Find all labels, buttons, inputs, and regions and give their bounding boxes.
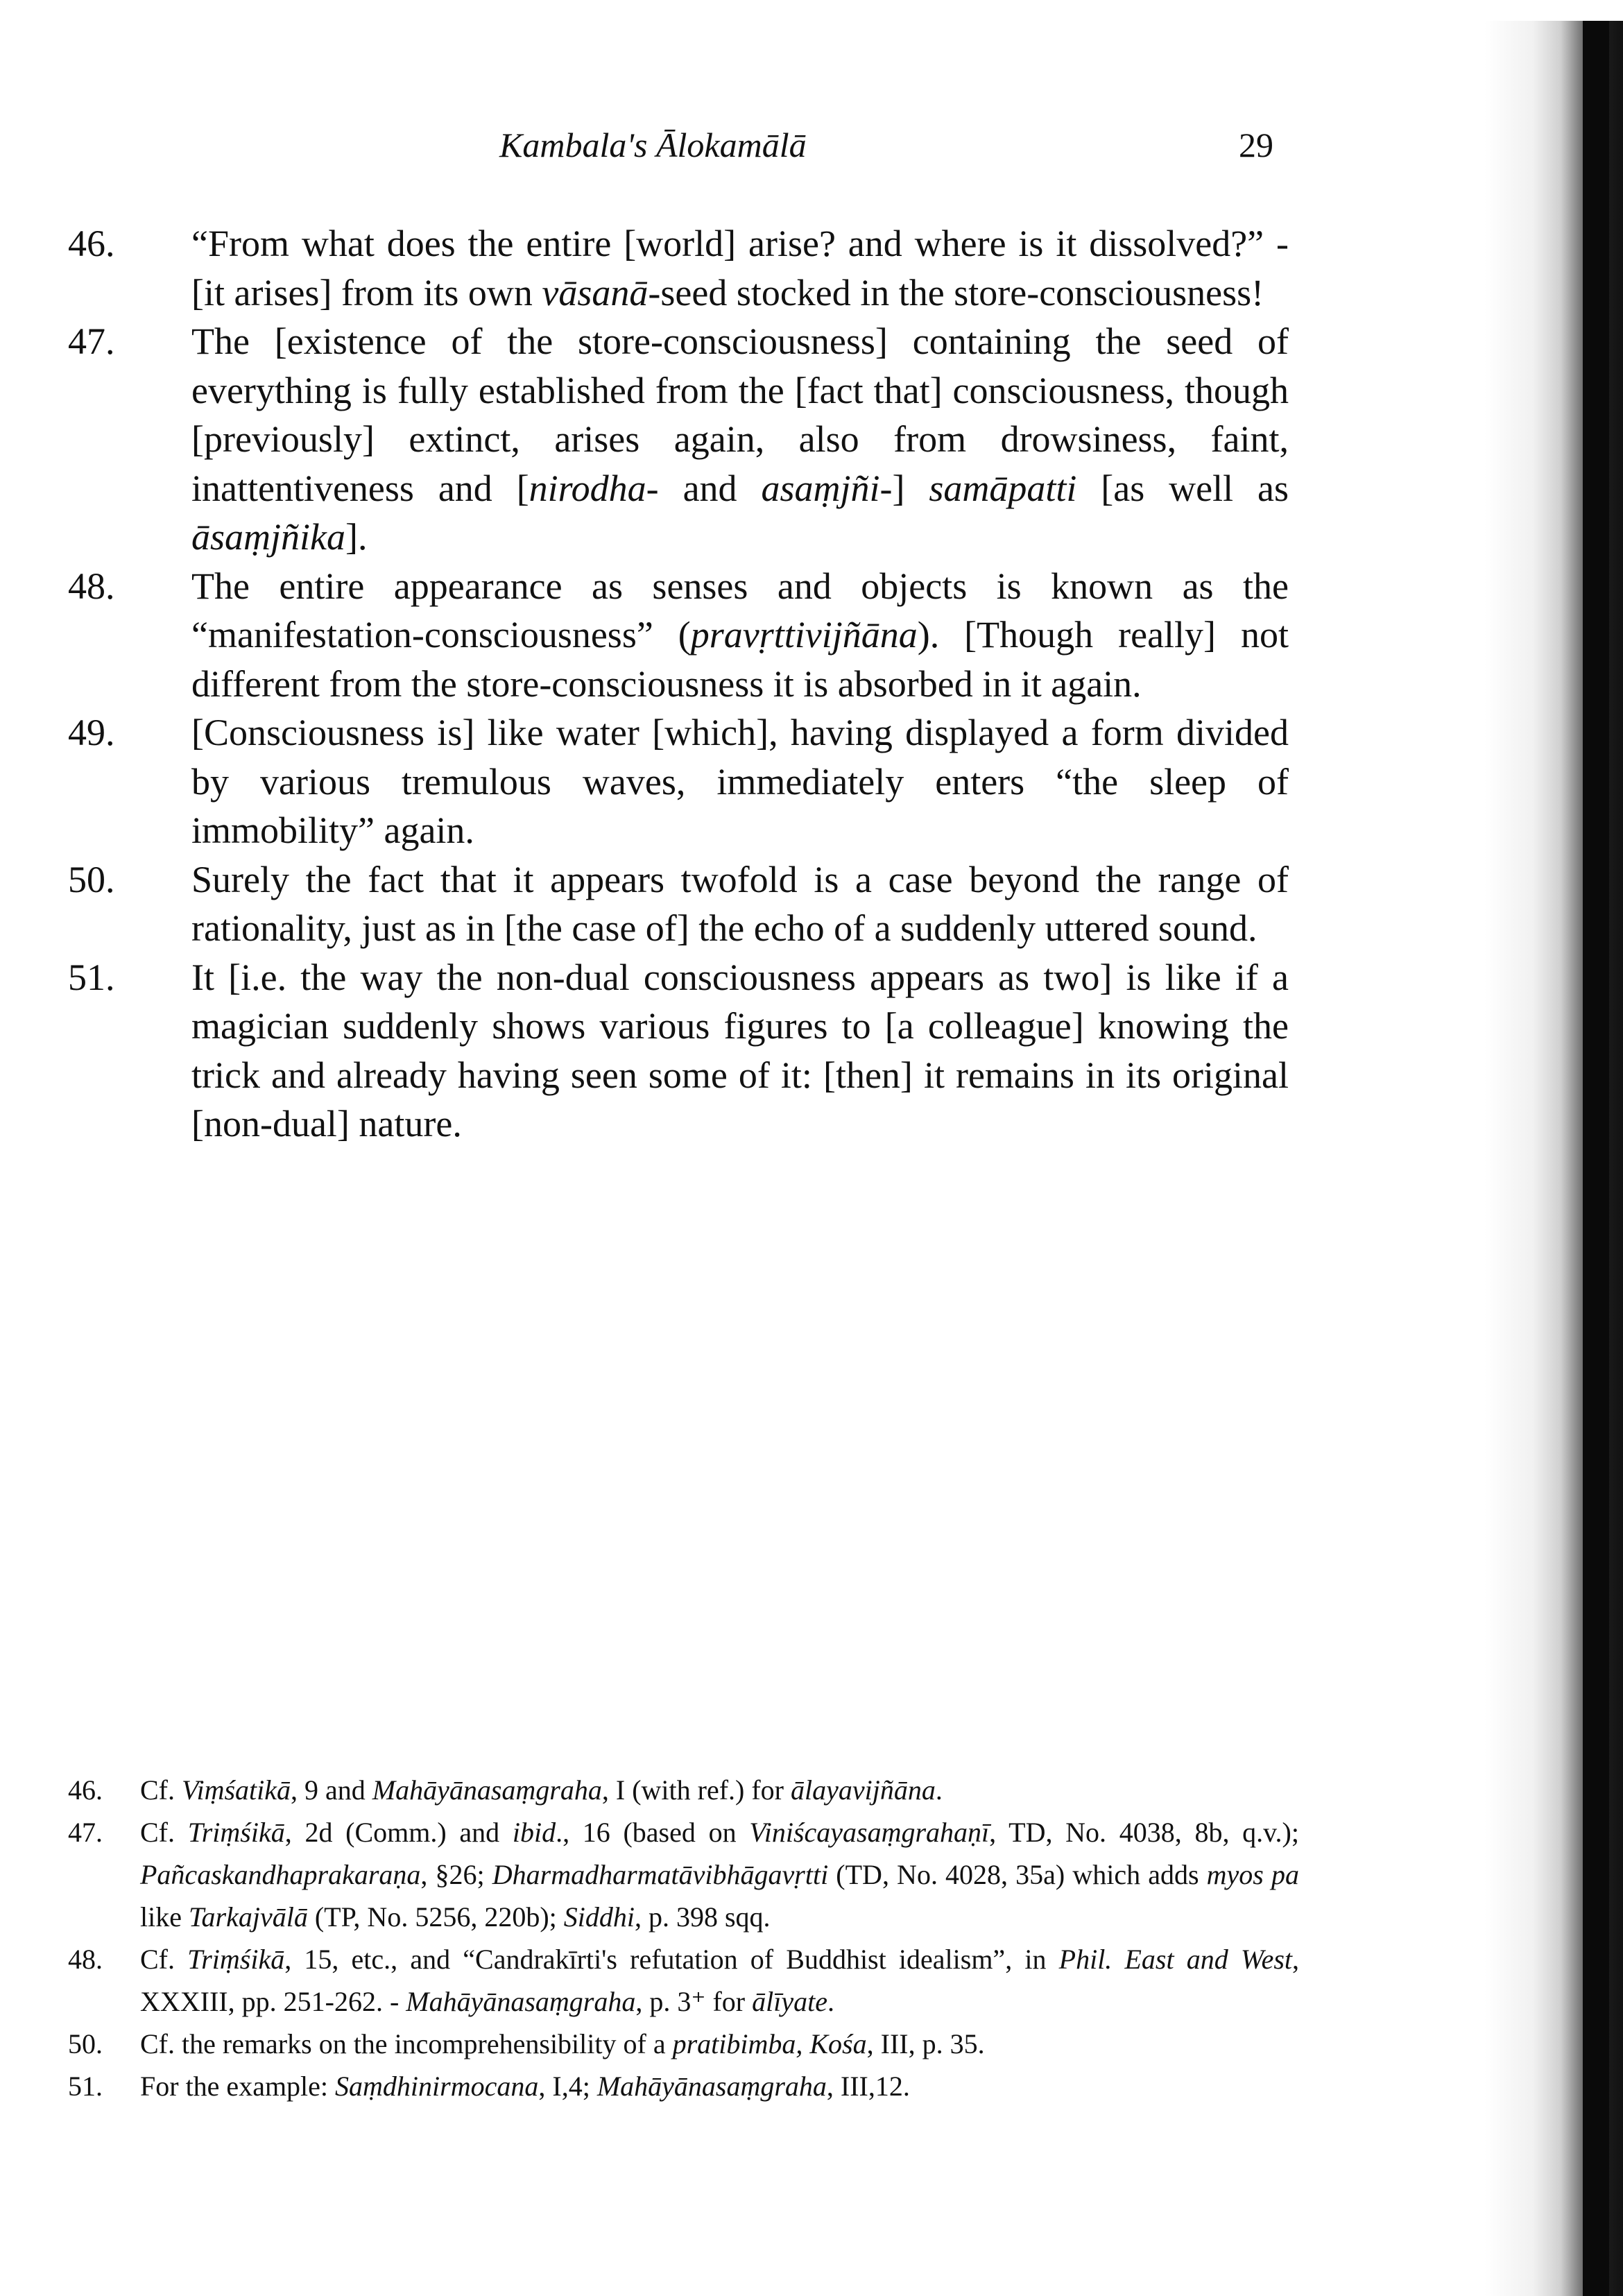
italic-term: Dharmadharmatāvibhāgavṛtti <box>492 1859 829 1890</box>
italic-term: Pañcaskandhaprakaraṇa <box>140 1859 421 1890</box>
text-run: ]. <box>345 516 368 558</box>
footnotes <box>68 1769 1299 2107</box>
italic-term: Mahāyānasaṃgraha <box>372 1774 602 1806</box>
footnote <box>68 1938 1299 2023</box>
text-run: (TP, No. 5256, 220b); <box>307 1901 564 1933</box>
footnote-number: 48. <box>68 1944 103 1975</box>
verse <box>68 708 1289 855</box>
text-run: [as well as <box>1076 467 1289 509</box>
text-run: , 2d (Comm.) and <box>284 1817 513 1848</box>
text-run: like <box>140 1901 189 1933</box>
italic-term: Triṃśikā <box>187 1944 285 1975</box>
italic-term: ālayavijñāna <box>790 1774 936 1806</box>
footnote-number: 50. <box>68 2028 103 2059</box>
verse <box>68 317 1289 562</box>
verse-number: 51. <box>68 956 115 998</box>
text-run: -seed stocked in the store-consciousness! <box>648 271 1264 314</box>
italic-term: vāsanā <box>542 271 649 314</box>
footnote <box>68 2023 1299 2065</box>
verse <box>68 219 1289 317</box>
text-run: , TD, No. 4038, 8b, q.v.); <box>989 1817 1299 1848</box>
italic-term: Viniścayasaṃgrahaṇī <box>749 1817 990 1848</box>
italic-term: pravṛttivijñāna <box>690 614 918 656</box>
verse-list <box>68 219 1289 1149</box>
page-header <box>0 125 1623 173</box>
italic-term: ibid <box>512 1817 556 1848</box>
italic-term: samāpatti <box>929 467 1077 509</box>
italic-term: Siddhi <box>563 1901 635 1933</box>
text-run: Cf. the remarks on the incomprehensibility of a <box>140 2028 673 2059</box>
italic-term: Tarkajvālā <box>188 1901 308 1933</box>
italic-term: Triṃśikā <box>187 1817 285 1848</box>
italic-term: Viṃśatikā <box>182 1774 291 1806</box>
page-number: 29 <box>1239 126 1273 164</box>
text-run: , p. 398 sqq. <box>634 1901 771 1933</box>
text-run: The [existence of the store-consciousness] containing the seed of everything is fully established from the [fact that] consciousness, though [previously] extinct, arises again, also from drowsiness, faint, inattentiveness and [ <box>191 320 1289 509</box>
footnote <box>68 1769 1299 1811</box>
text-run: It [i.e. the way the non-dual consciousness appears as two] is like if a magician suddenly shows various figures to [a colleague] knowing the trick and already having seen some of it: [then] it remains in its original [non-dual] nature. <box>191 956 1289 1145</box>
text-run: , 9 and <box>291 1774 372 1806</box>
verse-number: 48. <box>68 565 115 607</box>
verse <box>68 562 1289 709</box>
text-run: , §26; <box>420 1859 492 1890</box>
text-run: ] <box>892 467 929 509</box>
italic-term: myos pa <box>1206 1859 1299 1890</box>
text-run: ). [Though really] not different from the store-consciousness it is absorbed in it again. <box>191 614 1289 705</box>
text-run: The entire appearance as senses and objects is known as the “manifestation-consciousness” ( <box>191 565 1289 656</box>
running-title: Kambala's Ālokamālā <box>499 126 807 164</box>
verse-number: 49. <box>68 712 115 753</box>
text-run: , I,4; <box>538 2071 597 2102</box>
verse-number: 46. <box>68 223 115 264</box>
verse <box>68 953 1289 1149</box>
text-run: “From what does the entire [world] arise? and where is it dissolved?” - [it arises] from its own <box>191 223 1289 314</box>
italic-term: nirodha- <box>529 467 659 509</box>
italic-term: Mahāyānasaṃgraha <box>406 1986 636 2017</box>
italic-term: asaṃjñi- <box>761 467 893 509</box>
italic-term: ālīyate <box>752 1986 827 2017</box>
text-run: Surely the fact that it appears twofold is a case beyond the range of rationality, just as in [the case of] the echo of a suddenly uttered sound. <box>191 858 1289 949</box>
text-run: Cf. <box>140 1817 188 1848</box>
italic-term: Mahāyānasaṃgraha <box>596 2071 827 2102</box>
verse-number: 50. <box>68 858 115 900</box>
text-run: Cf. <box>140 1774 182 1806</box>
scan-edge-bar <box>1583 21 1609 2296</box>
text-run: For the example: <box>140 2071 336 2102</box>
italic-term: āsaṃjñika <box>191 516 345 558</box>
text-run: Cf. <box>140 1944 188 1975</box>
text-run: [Consciousness is] like water [which], having displayed a form divided by various tremulous waves, immediately enters “the sleep of immobility” again. <box>191 712 1289 851</box>
text-run: ., 16 (based on <box>556 1817 750 1848</box>
italic-term: Saṃdhinirmocana <box>335 2071 539 2102</box>
text-run: , I (with ref.) for <box>601 1774 791 1806</box>
text-run: (TD, No. 4028, 35a) which adds <box>828 1859 1207 1890</box>
footnote-number: 46. <box>68 1774 103 1806</box>
text-run: , 15, etc., and “Candrakīrti's refutation of Buddhist idealism”, in <box>284 1944 1059 1975</box>
text-run: . <box>935 1774 943 1806</box>
footnote-number: 47. <box>68 1817 103 1848</box>
text-run: and <box>658 467 762 509</box>
footnote-number: 51. <box>68 2071 103 2102</box>
text-run: , III, p. 35. <box>866 2028 985 2059</box>
italic-term: pratibimba, Kośa <box>672 2028 867 2059</box>
verse <box>68 855 1289 953</box>
text-run: , III,12. <box>826 2071 910 2102</box>
text-run: , p. 3⁺ for <box>635 1986 753 2017</box>
italic-term: Phil. East and West <box>1058 1944 1292 1975</box>
text-run: . <box>827 1986 834 2017</box>
footnote <box>68 2065 1299 2107</box>
footnote <box>68 1811 1299 1938</box>
verse-number: 47. <box>68 320 115 362</box>
text-run: , XXXIII, pp. 251-262. - <box>140 1944 1299 2017</box>
